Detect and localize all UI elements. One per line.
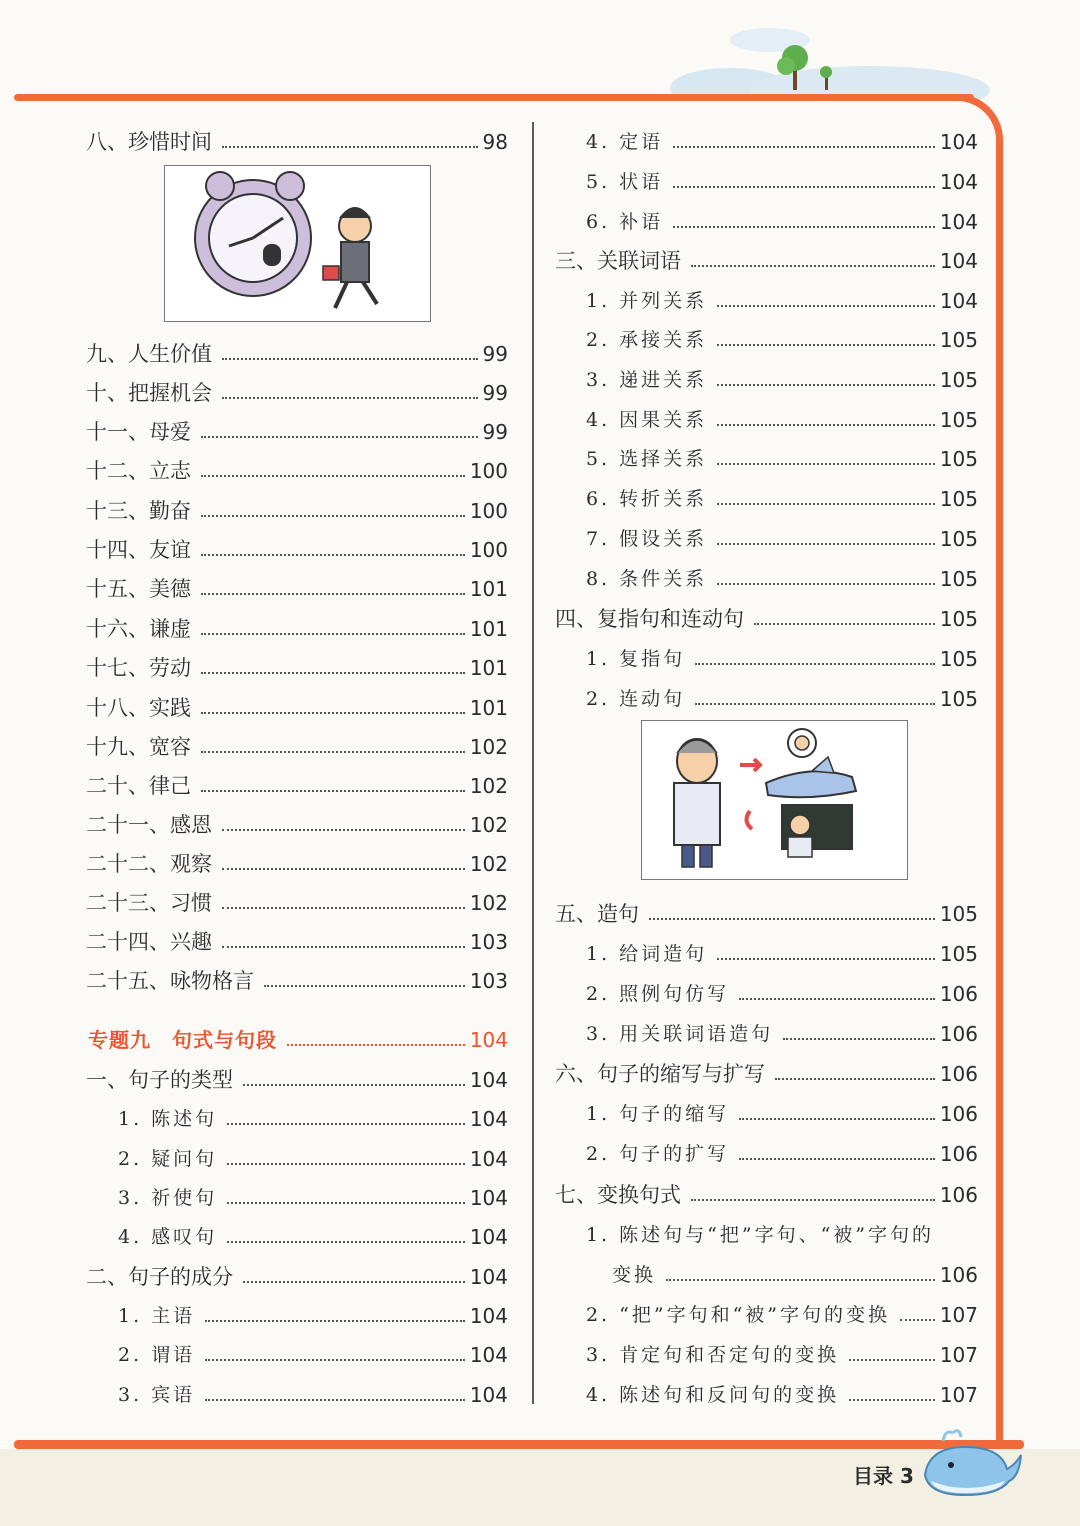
toc-row[interactable]: 九、人生价值 99 <box>86 342 508 366</box>
toc-subrow[interactable]: 2. 承接关系 105 <box>586 328 978 352</box>
toc-subrow[interactable]: 5. 选择关系 105 <box>586 447 978 471</box>
toc-subrow[interactable]: 1. 并列关系 104 <box>586 289 978 313</box>
toc-subrow-wrapped[interactable]: 1. 陈述句与“把”字句、“被”字句的 <box>586 1224 935 1246</box>
toc-subrow[interactable]: 2. 连动句 105 <box>586 687 978 711</box>
toc-row[interactable]: 七、变换句式 106 <box>555 1183 978 1207</box>
toc-subrow[interactable]: 4. 因果关系 105 <box>586 408 978 432</box>
toc-subrow[interactable]: 4. 感叹句 104 <box>118 1225 508 1249</box>
toc-subrow[interactable]: 2. 谓语 104 <box>118 1343 508 1367</box>
toc-row[interactable]: 十三、勤奋 100 <box>86 499 508 523</box>
whale-icon <box>915 1425 1025 1505</box>
toc-subrow[interactable]: 4. 定语 104 <box>586 130 978 154</box>
page-number-label: 目录 3 <box>853 1464 914 1488</box>
tree-scenery-icon <box>670 0 990 100</box>
toc-subrow[interactable]: 1. 给词造句 105 <box>586 942 978 966</box>
topic-heading-row[interactable]: 专题九 句式与句段 104 <box>88 1028 508 1052</box>
toc-subrow[interactable]: 1. 陈述句 104 <box>118 1107 508 1131</box>
toc-row[interactable]: 一、句子的类型 104 <box>86 1068 508 1092</box>
toc-row[interactable]: 二十二、观察 102 <box>86 852 508 876</box>
toc-row[interactable]: 十、把握机会 99 <box>86 381 508 405</box>
toc-subrow[interactable]: 3. 宾语 104 <box>118 1383 508 1407</box>
toc-row[interactable]: 十九、宽容 102 <box>86 735 508 759</box>
toc-row[interactable]: 八、珍惜时间 98 <box>86 130 508 154</box>
toc-row[interactable]: 二十、律己 102 <box>86 774 508 798</box>
toc-subrow[interactable]: 3. 肯定句和否定句的变换 107 <box>586 1343 978 1367</box>
toc-row[interactable]: 二、句子的成分 104 <box>86 1265 508 1289</box>
toc-subrow[interactable]: 1. 复指句 105 <box>586 647 978 671</box>
toc-subrow[interactable]: 3. 用关联词语造句 106 <box>586 1022 978 1046</box>
toc-subrow[interactable]: 1. 句子的缩写 106 <box>586 1102 978 1126</box>
toc-subrow-continuation[interactable]: 变换 106 <box>612 1263 978 1287</box>
toc-subrow[interactable]: 2. 照例句仿写 106 <box>586 982 978 1006</box>
top-band <box>14 94 974 101</box>
toc-subrow[interactable]: 6. 转折关系 105 <box>586 487 978 511</box>
scientist-illustration <box>641 720 908 880</box>
toc-row[interactable]: 六、句子的缩写与扩写 106 <box>555 1062 978 1086</box>
toc-subrow[interactable]: 1. 主语 104 <box>118 1304 508 1328</box>
toc-row[interactable]: 二十三、习惯 102 <box>86 891 508 915</box>
toc-subrow[interactable]: 6. 补语 104 <box>586 210 978 234</box>
toc-row[interactable]: 十五、美德 101 <box>86 577 508 601</box>
toc-row[interactable]: 二十一、感恩 102 <box>86 813 508 837</box>
toc-row[interactable]: 二十五、咏物格言 103 <box>86 969 508 993</box>
bottom-band <box>14 1440 1024 1449</box>
toc-row[interactable]: 三、关联词语 104 <box>555 249 978 273</box>
toc-subrow[interactable]: 8. 条件关系 105 <box>586 567 978 591</box>
toc-row[interactable]: 五、造句 105 <box>555 902 978 926</box>
toc-subrow[interactable]: 3. 祈使句 104 <box>118 1186 508 1210</box>
toc-row[interactable]: 二十四、兴趣 103 <box>86 930 508 954</box>
toc-row[interactable]: 十二、立志 100 <box>86 459 508 483</box>
toc-row[interactable]: 十六、谦虚 101 <box>86 617 508 641</box>
toc-subrow[interactable]: 5. 状语 104 <box>586 170 978 194</box>
toc-subrow[interactable]: 4. 陈述句和反问句的变换 107 <box>586 1383 978 1407</box>
toc-subrow[interactable]: 2. 疑问句 104 <box>118 1147 508 1171</box>
toc-subrow[interactable]: 2. 句子的扩写 106 <box>586 1142 978 1166</box>
toc-subrow[interactable]: 7. 假设关系 105 <box>586 527 978 551</box>
toc-subrow[interactable]: 2. “把”字句和“被”字句的变换 107 <box>586 1303 978 1327</box>
toc-row[interactable]: 十七、劳动 101 <box>86 656 508 680</box>
toc-row[interactable]: 十四、友谊 100 <box>86 538 508 562</box>
toc-row[interactable]: 十八、实践 101 <box>86 696 508 720</box>
toc-subrow[interactable]: 3. 递进关系 105 <box>586 368 978 392</box>
toc-row[interactable]: 十一、母爱 99 <box>86 420 508 444</box>
column-divider <box>532 122 534 1404</box>
toc-row[interactable]: 四、复指句和连动句 105 <box>555 607 978 631</box>
alarm-clock-illustration <box>164 165 431 322</box>
